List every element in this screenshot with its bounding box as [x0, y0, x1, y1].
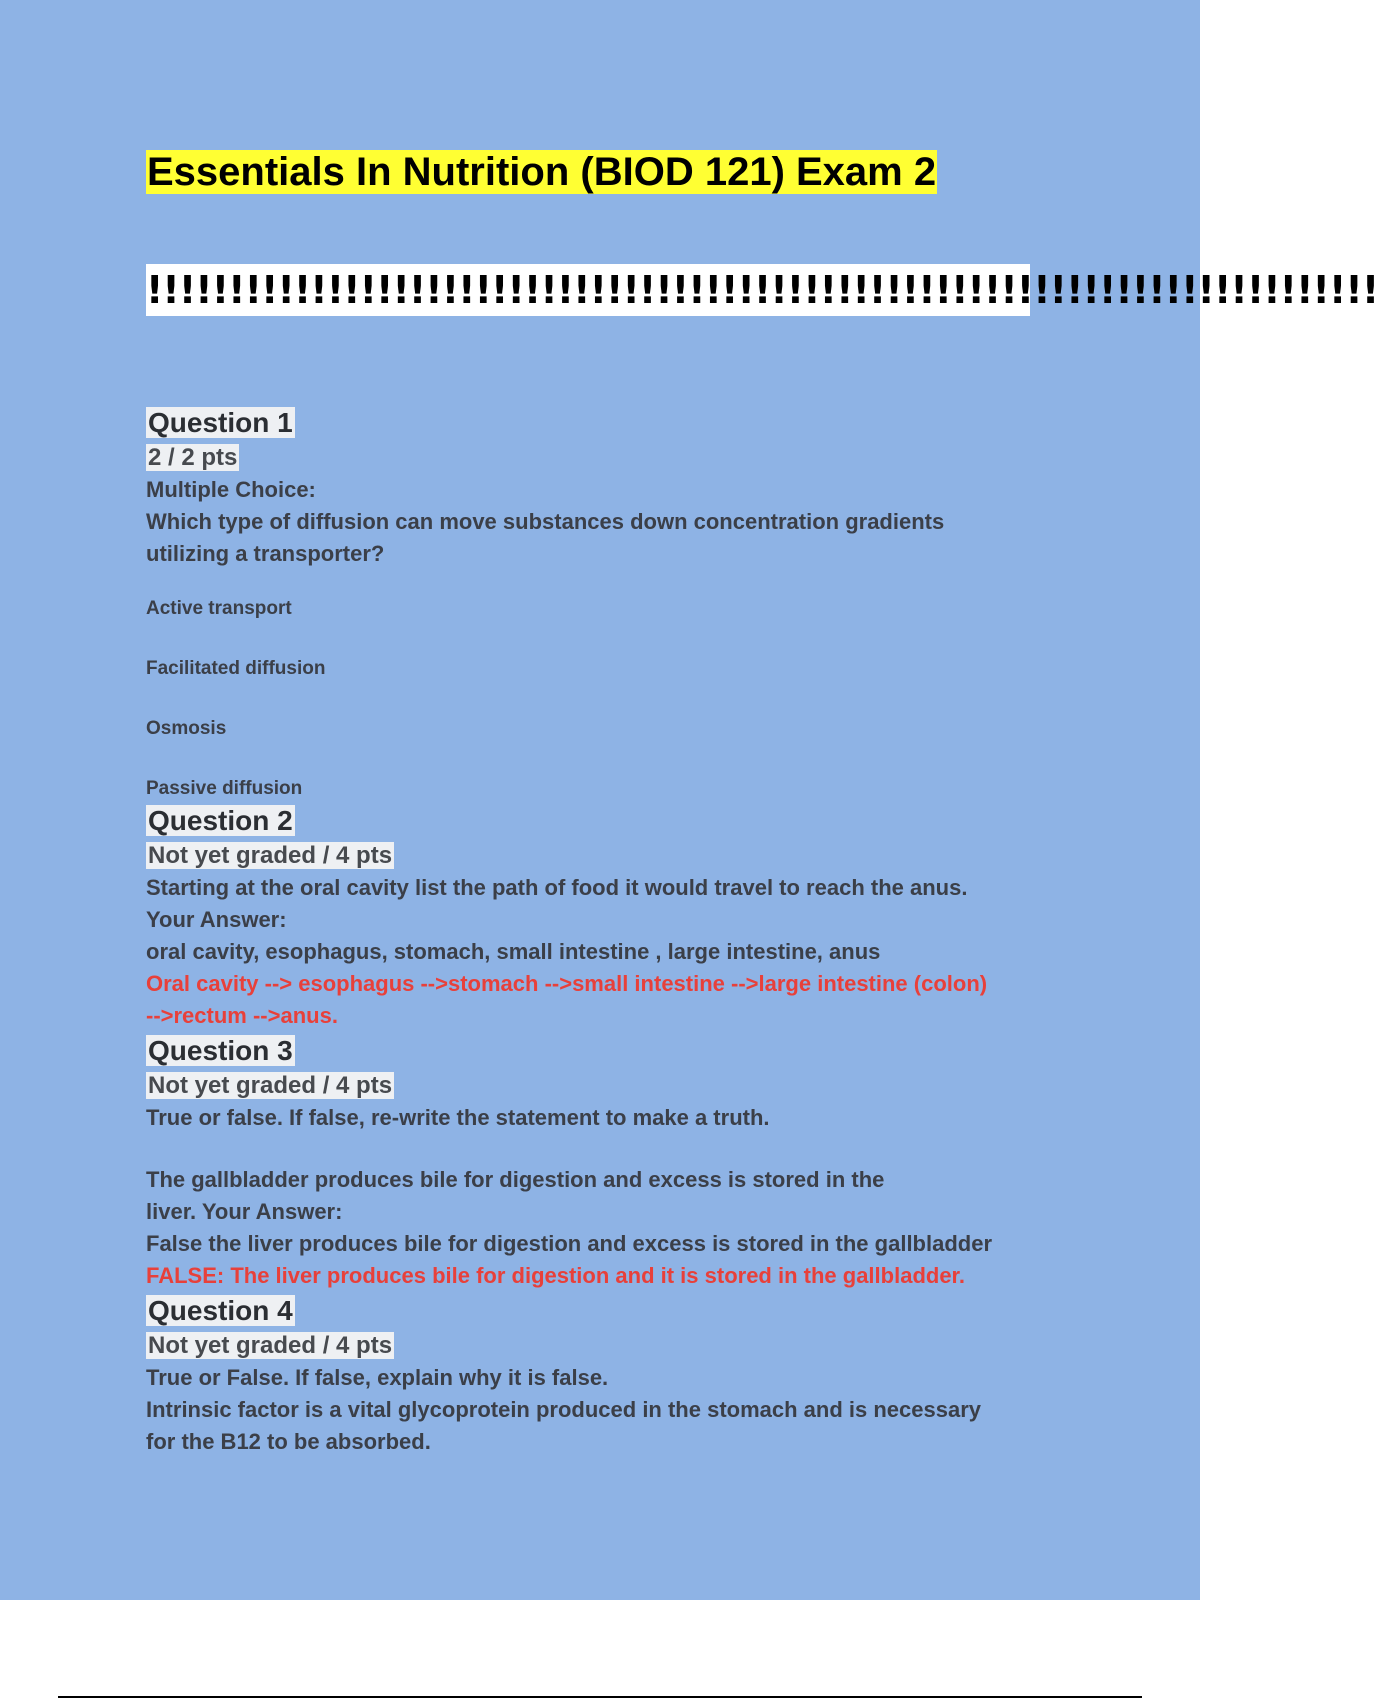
question-4-heading [146, 1292, 1086, 1330]
question-1-heading-text: Question 1 [148, 407, 293, 438]
option-osmosis: Osmosis [146, 718, 227, 739]
question-2-answer-key-line-2: -->rectum -->anus. [146, 1003, 338, 1028]
question-1-points-text: 2 / 2 pts [148, 444, 238, 471]
question-3-instruction: True or false. If false, re-write the statement to make a truth. [146, 1105, 770, 1130]
question-1-prompt-line-2: utilizing a transporter? [146, 541, 385, 566]
exclamation-banner: !!!!!!!!!!!!!!!!!!!!!!!!!!!!!!!!!!!!!!!!!!!!!!!!!!!!!!!!!!!!!!!!!!!!!!!!!!! [146, 264, 1030, 316]
question-3 [146, 1032, 1086, 1292]
question-1-prompt-line-1: Which type of diffusion can move substances down concentration gradients [146, 509, 945, 534]
question-2-heading-text: Question 2 [148, 805, 293, 836]
option-active-transport: Active transport [146, 598, 292, 619]
question-1-type: Multiple Choice: [146, 477, 316, 502]
question-3-statement-line-2: liver. Your Answer: [146, 1199, 343, 1224]
question-list [146, 404, 1086, 1458]
question-1-options [146, 596, 1086, 802]
question-2 [146, 802, 1086, 1032]
question-4-points [146, 1330, 1086, 1362]
question-2-your-answer-label: Your Answer: [146, 907, 287, 932]
question-4-points-text: Not yet graded / 4 pts [148, 1332, 393, 1359]
question-2-prompt: Starting at the oral cavity list the path of food it would travel to reach the anus. [146, 875, 968, 900]
question-1-heading [146, 404, 1086, 442]
question-4-instruction: True or False. If false, explain why it is false. [146, 1365, 609, 1390]
question-2-your-answer: oral cavity, esophagus, stomach, small intestine , large intestine, anus [146, 939, 881, 964]
question-3-spacer [146, 1134, 1086, 1164]
question-2-points [146, 840, 1086, 872]
question-1-points [146, 442, 1086, 474]
document-title [146, 148, 937, 196]
document-title-text: Essentials In Nutrition (BIOD 121) Exam 2 [147, 150, 937, 194]
question-2-points-text: Not yet graded / 4 pts [148, 842, 393, 869]
question-3-points [146, 1070, 1086, 1102]
question-2-answer-key-line-1: Oral cavity --> esophagus -->stomach -->small intestine -->large intestine (colon) [146, 971, 988, 996]
question-3-answer-key: FALSE: The liver produces bile for digestion and it is stored in the gallbladder. [146, 1263, 966, 1288]
question-4-statement-line-2: for the B12 to be absorbed. [146, 1429, 431, 1454]
question-4 [146, 1292, 1086, 1458]
question-3-points-text: Not yet graded / 4 pts [148, 1072, 393, 1099]
option-passive-diffusion: Passive diffusion [146, 778, 303, 799]
question-3-heading [146, 1032, 1086, 1070]
option-facilitated-diffusion: Facilitated diffusion [146, 658, 326, 679]
question-4-heading-text: Question 4 [148, 1295, 293, 1326]
question-4-statement-line-1: Intrinsic factor is a vital glycoprotein produced in the stomach and is necessary [146, 1397, 982, 1422]
question-1 [146, 404, 1086, 802]
question-2-heading [146, 802, 1086, 840]
question-3-statement-line-1: The gallbladder produces bile for digestion and excess is stored in the [146, 1167, 885, 1192]
footer-divider [58, 1696, 1142, 1698]
question-3-heading-text: Question 3 [148, 1035, 293, 1066]
question-3-your-answer: False the liver produces bile for digestion and excess is stored in the gallbladder [146, 1231, 993, 1256]
